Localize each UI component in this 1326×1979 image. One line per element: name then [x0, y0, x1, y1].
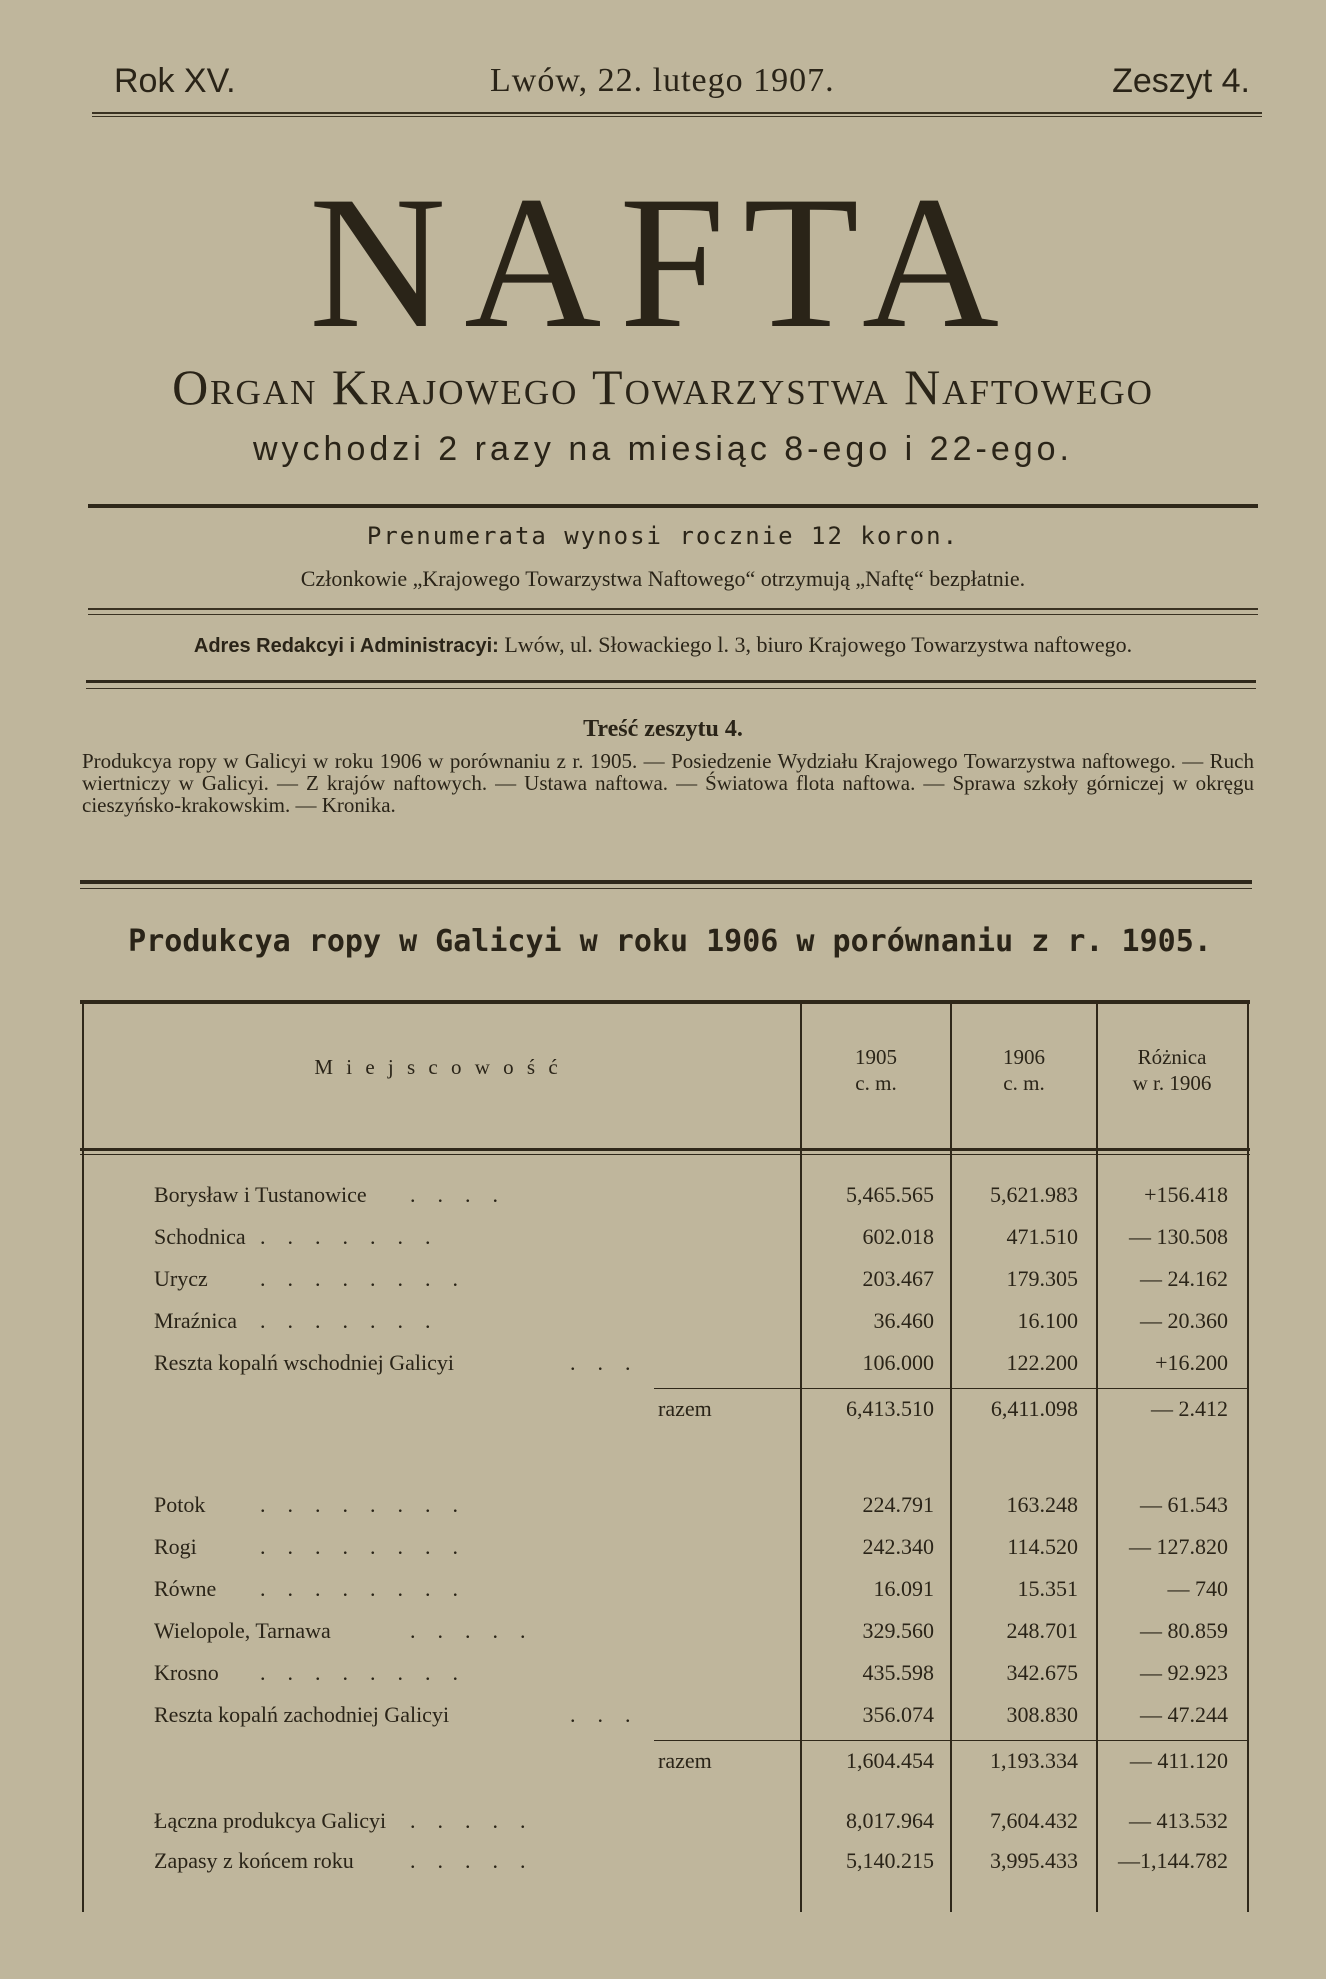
row-leader-dots: . . . . . . . . [260, 1576, 458, 1601]
row-difference: — 127.820 [1129, 1534, 1228, 1559]
publication-frequency: wychodzi 2 razy na miesiąc 8-ego i 22-ego. [253, 430, 1073, 468]
header-diff-title: Różnica [1137, 1045, 1207, 1069]
row-leader-dots: . . . . [410, 1182, 498, 1207]
total-label: razem [658, 1748, 712, 1773]
row-place: Potok [154, 1492, 206, 1517]
row-value-1905: 356.074 [862, 1702, 934, 1727]
table-header-rule [80, 1148, 1250, 1151]
row-value-1906: 114.520 [1007, 1534, 1078, 1559]
toc-rule [80, 880, 1252, 884]
masthead-title: NAFTA [308, 158, 1018, 368]
row-difference: — 61.543 [1140, 1492, 1228, 1517]
row-value-1906: 15.351 [1017, 1576, 1078, 1601]
row-leader-dots: . . . . . . . . [260, 1492, 458, 1517]
row-place: Mraźnica [154, 1308, 238, 1333]
row-value-1905: 8,017.964 [846, 1808, 934, 1833]
row-difference: +156.418 [1144, 1182, 1228, 1207]
row-place: Reszta kopalń zachodniej Galicyi [154, 1702, 450, 1727]
col-1906-border [950, 1000, 952, 1912]
row-place: Reszta kopalń wschodniej Galicyi [154, 1350, 454, 1375]
row-leader-dots: . . . . . . . . [260, 1660, 458, 1685]
row-value-1906: 3,995.433 [990, 1848, 1078, 1873]
row-leader-dots: . . . . . . . [260, 1224, 431, 1249]
row-value-1906: 308.830 [1006, 1702, 1078, 1727]
header-1906-unit: c. m. [1003, 1071, 1045, 1095]
row-value-1906: 122.200 [1006, 1350, 1078, 1375]
row-value-1905: 5,140.215 [846, 1848, 934, 1873]
issue-header [90, 62, 1250, 112]
row-difference: — 80.859 [1140, 1618, 1228, 1643]
row-leader-dots: . . . . . . . . [260, 1266, 458, 1291]
address-text: Lwów, ul. Słowackiego l. 3, biuro Krajowego Towarzystwa naftowego. [504, 632, 1133, 657]
row-place: Wielopole, Tarnawa [154, 1618, 331, 1643]
header-1905-year: 1905 [855, 1045, 897, 1069]
header-1905 [802, 1044, 950, 1096]
row-difference: — 20.360 [1140, 1308, 1228, 1333]
address-label: Adres Redakcyi i Administracyi: [193, 635, 499, 657]
row-leader-dots: . . . [570, 1702, 631, 1727]
place-date: Lwów, 22. lutego 1907. [490, 62, 835, 99]
row-place: Borysław i Tustanowice [154, 1182, 367, 1207]
row-difference: — 92.923 [1140, 1660, 1228, 1685]
row-place: Równe [154, 1576, 217, 1601]
toc-body: Produkcya ropy w Galicyi w roku 1906 w porównaniu z r. 1905. — Posiedzenie Wydziału Krajowego Towarzystwa naftowego. — Ruch wiertniczy w Galicyi. — Z krajów naftowych. — Ustawa naftowa. — Światowa flota naftowa. — Sprawa szkoły górniczej w okręgu cieszyńsko-krakowskim. — Kronika. [82, 749, 1254, 817]
header-1906-year: 1906 [1003, 1045, 1045, 1069]
editorial-address [0, 632, 1326, 658]
row-value-1905: 329.560 [862, 1618, 934, 1643]
row-value-1905: 242.340 [862, 1534, 934, 1559]
row-value-1906: 5,621.983 [990, 1182, 1078, 1207]
col-1905-border [800, 1000, 802, 1912]
row-difference: — 24.162 [1140, 1266, 1228, 1291]
row-value-1906: 179.305 [1006, 1266, 1078, 1291]
row-place: Urycz [154, 1266, 208, 1291]
row-leader-dots: . . . . . . . . [260, 1534, 458, 1559]
row-value-1905: 602.018 [862, 1224, 934, 1249]
subtotal-rule [654, 1740, 1248, 1741]
total-value-1906: 1,193.334 [990, 1748, 1078, 1773]
article-title: Produkcya ropy w Galicyi w roku 1906 w porównaniu z r. 1905. [128, 924, 1212, 959]
toc-rule-thin [80, 888, 1252, 889]
total-label: razem [658, 1396, 712, 1421]
header-1906 [952, 1044, 1096, 1096]
table-header-rule-thin [80, 1154, 1250, 1155]
row-value-1906: 16.100 [1017, 1308, 1078, 1333]
total-difference: — 411.120 [1129, 1748, 1228, 1773]
row-place: Krosno [154, 1660, 219, 1685]
row-value-1906: 163.248 [1006, 1492, 1078, 1517]
row-value-1905: 106.000 [862, 1350, 934, 1375]
masthead-subtitle: Organ Krajowego Towarzystwa Naftowego [172, 359, 1154, 415]
table-left-border [82, 1000, 84, 1912]
header-diff-year: w r. 1906 [1132, 1071, 1212, 1095]
volume-label: Rok XV. [114, 62, 236, 100]
row-place: Schodnica [154, 1224, 246, 1249]
issue-number: Zeszyt 4. [1112, 62, 1250, 100]
total-value-1905: 1,604.454 [846, 1748, 934, 1773]
row-leader-dots: . . . [570, 1350, 631, 1375]
members-note: Członkowie „Krajowego Towarzystwa Naftowego“ otrzymują „Naftę“ bezpłatnie. [300, 566, 1026, 591]
row-value-1906: 7,604.432 [990, 1808, 1078, 1833]
row-place: Rogi [154, 1534, 197, 1559]
row-value-1905: 224.791 [862, 1492, 934, 1517]
row-value-1906: 248.701 [1006, 1618, 1078, 1643]
col-diff-border [1096, 1000, 1098, 1912]
toc-title: Treść zeszytu 4. [583, 716, 743, 742]
total-value-1905: 6,413.510 [846, 1396, 934, 1421]
header-rule [92, 112, 1262, 114]
total-difference: — 2.412 [1151, 1396, 1228, 1421]
address-rule-bottom [86, 680, 1256, 683]
row-value-1905: 203.467 [862, 1266, 934, 1291]
row-value-1906: 471.510 [1006, 1224, 1078, 1249]
row-value-1905: 16.091 [873, 1576, 934, 1601]
row-difference: +16.200 [1155, 1350, 1228, 1375]
header-1905-unit: c. m. [855, 1071, 897, 1095]
total-value-1906: 6,411.098 [990, 1396, 1078, 1421]
row-place: Zapasy z końcem roku [154, 1848, 354, 1873]
row-leader-dots: . . . . . [410, 1808, 526, 1833]
row-leader-dots: . . . . . [410, 1848, 526, 1873]
row-value-1906: 342.675 [1006, 1660, 1078, 1685]
subtotal-rule [654, 1388, 1248, 1389]
row-difference: — 47.244 [1140, 1702, 1228, 1727]
table-right-border [1247, 1000, 1249, 1912]
row-difference: — 740 [1167, 1576, 1228, 1601]
row-leader-dots: . . . . . [410, 1618, 526, 1643]
row-value-1905: 5,465.565 [846, 1182, 934, 1207]
table-top-rule [80, 1000, 1250, 1004]
header-rule-thin [92, 116, 1262, 117]
address-rule-top-thin [88, 614, 1258, 615]
subscription-price: Prenumerata wynosi rocznie 12 koron. [366, 522, 960, 550]
row-difference: — 413.532 [1129, 1808, 1228, 1833]
row-difference: —1,144.782 [1118, 1848, 1228, 1873]
production-table [80, 1000, 1250, 1912]
row-place: Łączna produkcya Galicyi [154, 1808, 387, 1833]
row-difference: — 130.508 [1129, 1224, 1228, 1249]
header-place: M i e j s c o w o ś ć [314, 1055, 562, 1079]
masthead-rule [88, 504, 1258, 508]
address-rule-top [88, 608, 1258, 610]
address-rule-bottom-thin [86, 688, 1256, 689]
row-leader-dots: . . . . . . . [260, 1308, 431, 1333]
row-value-1905: 435.598 [862, 1660, 934, 1685]
header-diff [1098, 1044, 1246, 1096]
row-value-1905: 36.460 [873, 1308, 934, 1333]
